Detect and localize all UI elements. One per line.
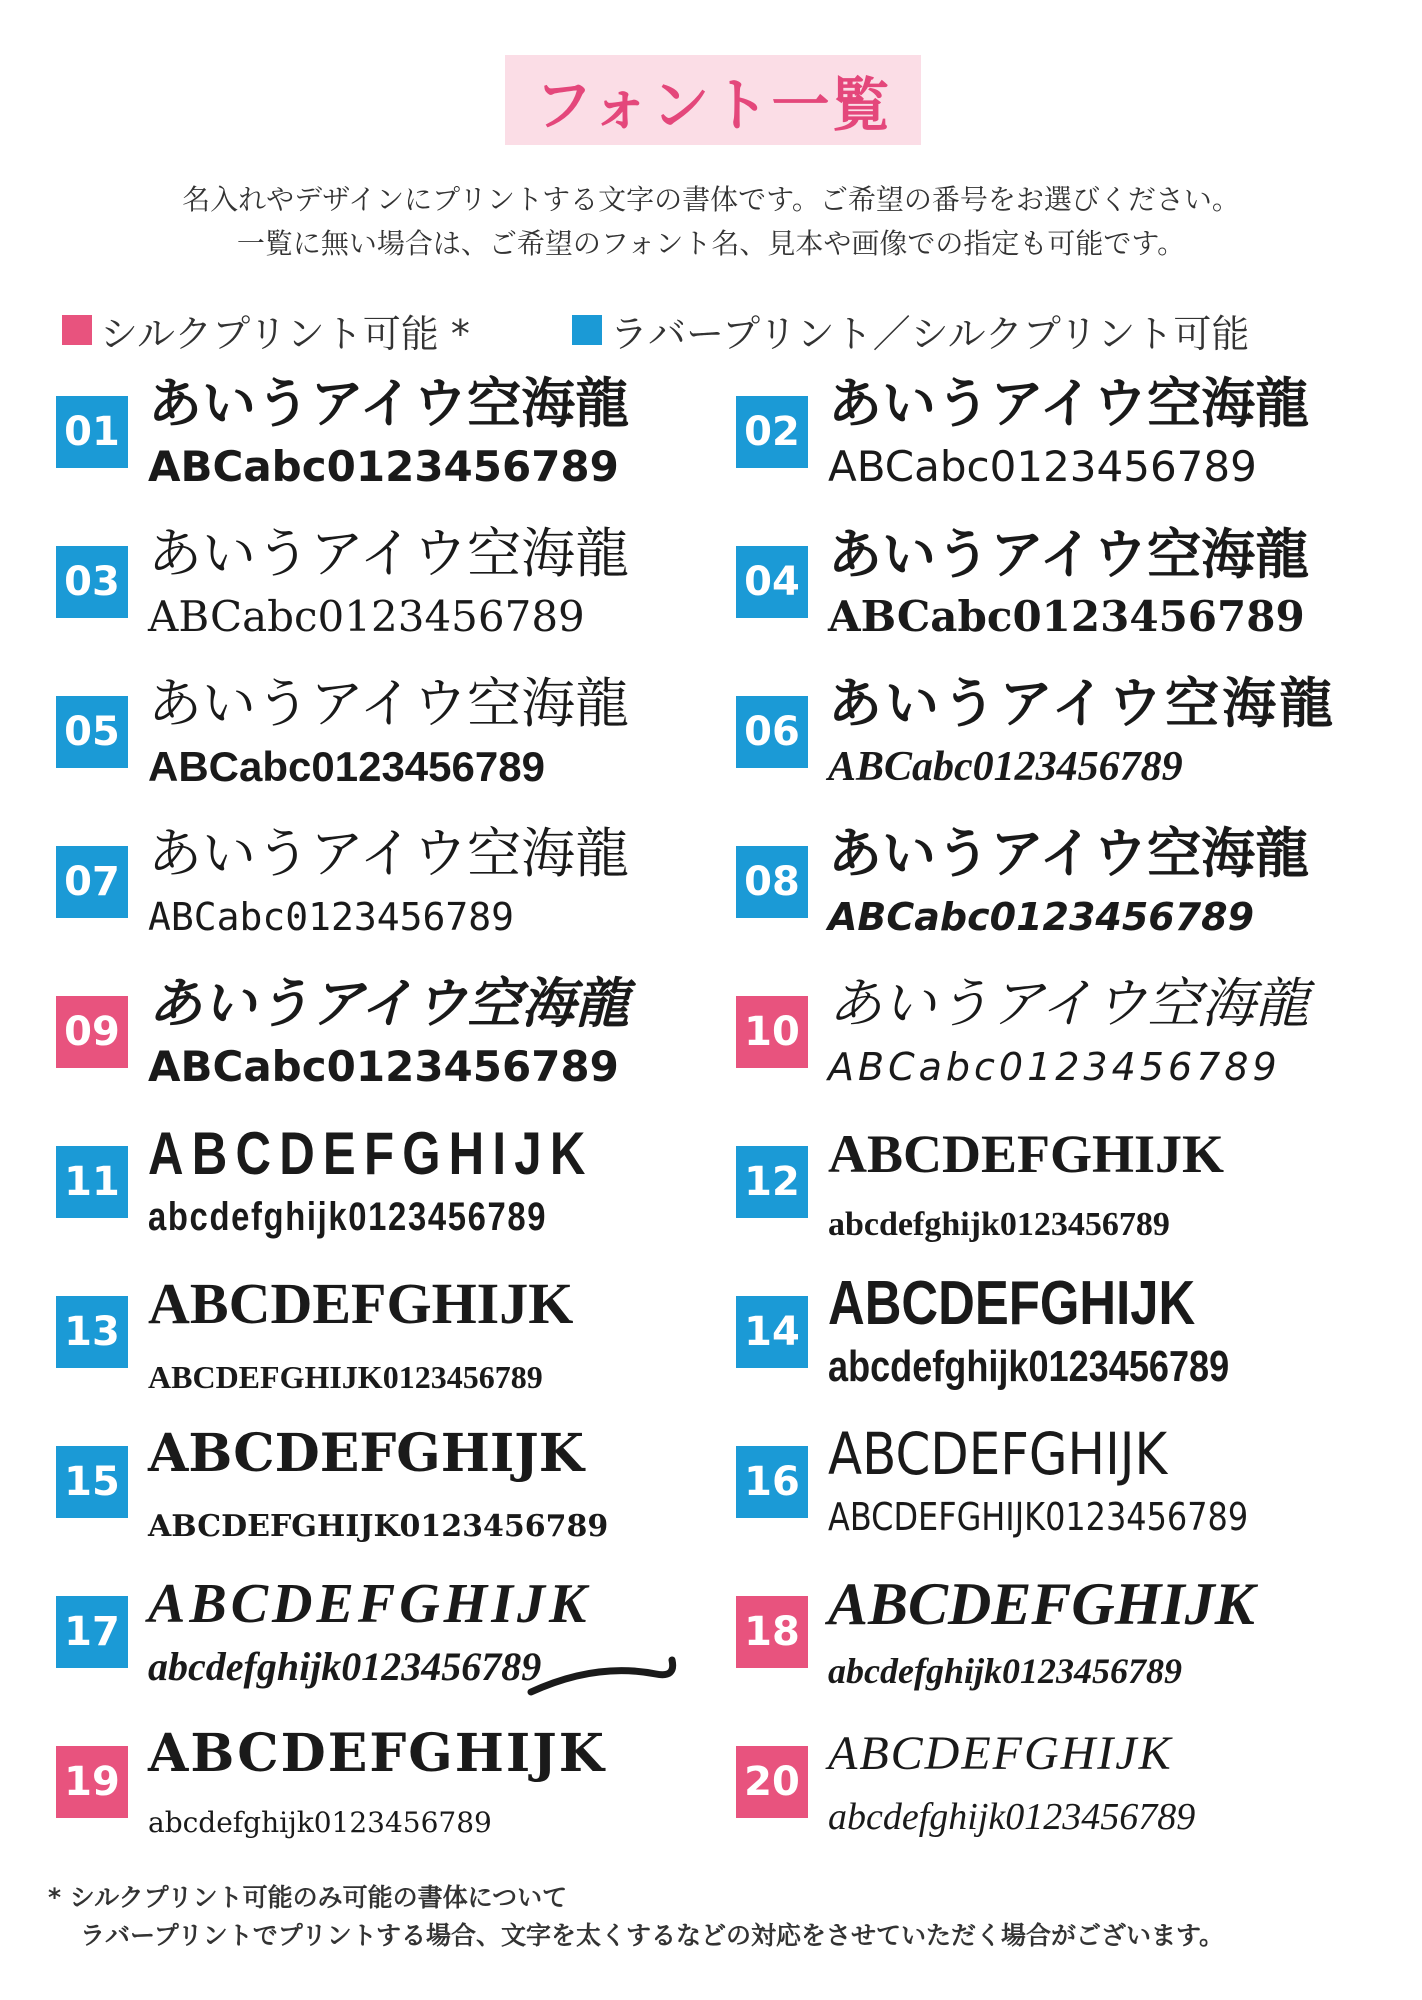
font-sample-line2: abcdefghijk0123456789 bbox=[828, 1206, 1170, 1243]
font-sample-line2: ABCDEFGHIJK0123456789 bbox=[148, 1359, 543, 1395]
font-entry-18[interactable] bbox=[736, 1572, 1376, 1712]
font-sample-line1: ABCDEFGHIJK bbox=[828, 1269, 1196, 1338]
font-sample-line1: あいうアイウ空海龍 bbox=[828, 372, 1310, 435]
font-sample-line1: あいうアイウ空海龍 bbox=[148, 972, 630, 1035]
font-sample-line1: あいうアイウ空海龍 bbox=[148, 822, 630, 885]
font-entry-01[interactable] bbox=[56, 372, 696, 512]
font-sample-line1: あいうアイウ空海龍 bbox=[148, 672, 630, 735]
font-sample-line2: ABCabc0123456789 bbox=[148, 592, 585, 641]
font-sample-line2: ABCDEFGHIJK0123456789 bbox=[148, 1509, 609, 1544]
font-sample-line1: あいうアイウ空海龍 bbox=[828, 972, 1310, 1035]
font-sample-line2: ABCabc0123456789 bbox=[828, 744, 1183, 790]
legend-silk-only bbox=[62, 300, 470, 360]
font-number-badge: 12 bbox=[736, 1146, 808, 1218]
page-title-box bbox=[505, 55, 921, 145]
font-sample-line2: ABCDEFGHIJK0123456789 bbox=[828, 1495, 1249, 1539]
font-entry-06[interactable] bbox=[736, 672, 1376, 812]
font-sample-line1: ABCDEFGHIJK bbox=[148, 1271, 574, 1336]
font-sample-line1: あいうアイウ空海龍 bbox=[148, 372, 630, 435]
font-sample-line2: ABCabc0123456789 bbox=[148, 743, 545, 790]
font-sample-line2: ABCabc0123456789 bbox=[148, 442, 619, 491]
legend-silk-only-label: シルクプリント可能 * bbox=[100, 311, 470, 356]
font-number-badge: 01 bbox=[56, 396, 128, 468]
intro-line-2: 一覧に無い場合は、ご希望のフォント名、見本や画像での指定も可能です。 bbox=[236, 227, 1186, 260]
font-sample-line1: ABCDEFGHIJK bbox=[828, 1420, 1168, 1488]
font-sample-line1: ABCDEFGHIJK bbox=[828, 1571, 1255, 1637]
font-number-badge: 13 bbox=[56, 1296, 128, 1368]
swash-tail-icon bbox=[526, 1652, 686, 1712]
font-sample-line1: ABCDEFGHIJK bbox=[148, 1423, 584, 1484]
font-entry-12[interactable] bbox=[736, 1122, 1376, 1262]
font-sample-line2: ABCabc0123456789 bbox=[148, 895, 515, 939]
font-number-badge: 11 bbox=[56, 1146, 128, 1218]
font-entry-16[interactable] bbox=[736, 1422, 1376, 1562]
font-sample-line2: ABCabc0123456789 bbox=[828, 442, 1257, 491]
font-sample-line1: ABCDEFGHIJK bbox=[828, 1727, 1173, 1780]
font-number-badge: 19 bbox=[56, 1746, 128, 1818]
page-title: フォント一覧 bbox=[534, 71, 892, 139]
legend-rubber-silk bbox=[572, 300, 1249, 360]
font-sample-line1: ABCDEFGHIJK bbox=[148, 1723, 606, 1784]
font-entry-14[interactable] bbox=[736, 1269, 1376, 1412]
font-entry-02[interactable] bbox=[736, 372, 1376, 512]
font-sample-line2: ABCabc0123456789 bbox=[148, 1042, 619, 1091]
font-sample-line2: abcdefghijk0123456789 bbox=[828, 1796, 1196, 1838]
font-sample-line2: abcdefghijk0123456789 bbox=[148, 1195, 548, 1239]
font-sample-line1: あいうアイウ空海龍 bbox=[828, 522, 1310, 586]
footnote-line-2: ラバープリントでプリントする場合、文字を太くするなどの対応をさせていただく場合がございます。 bbox=[80, 1921, 1225, 1950]
font-number-badge: 14 bbox=[736, 1296, 808, 1368]
font-sample-line2: ABCabc0123456789 bbox=[828, 1045, 1281, 1089]
font-sample-line2: abcdefghijk0123456789 bbox=[828, 1651, 1182, 1691]
font-sample-line1: あいうアイウ空海龍 bbox=[828, 822, 1310, 885]
font-number-badge: 17 bbox=[56, 1596, 128, 1668]
font-entry-07[interactable] bbox=[56, 822, 696, 962]
font-sample-line1: ABCDEFGHIJK bbox=[828, 1124, 1225, 1184]
font-entry-08[interactable] bbox=[736, 822, 1376, 962]
font-entry-03[interactable] bbox=[56, 522, 696, 662]
font-entry-13[interactable] bbox=[56, 1272, 696, 1412]
font-number-badge: 08 bbox=[736, 846, 808, 918]
font-number-badge: 16 bbox=[736, 1446, 808, 1518]
font-entry-11[interactable] bbox=[56, 1122, 696, 1262]
legend-rubber-silk-label: ラバープリント／シルクプリント可能 bbox=[610, 311, 1250, 356]
font-sample-line1: ABCDEFGHIJK bbox=[148, 1573, 591, 1635]
font-sample-line2: ABCabc0123456789 bbox=[828, 895, 1255, 939]
font-entry-20[interactable] bbox=[736, 1722, 1376, 1862]
font-sample-line1: ABCDEFGHIJK bbox=[148, 1120, 594, 1187]
font-entry-10[interactable] bbox=[736, 972, 1376, 1112]
font-number-badge: 15 bbox=[56, 1446, 128, 1518]
font-entry-09[interactable] bbox=[56, 972, 696, 1112]
font-number-badge: 05 bbox=[56, 696, 128, 768]
font-number-badge: 04 bbox=[736, 546, 808, 618]
font-number-badge: 07 bbox=[56, 846, 128, 918]
legend-blue-square bbox=[572, 315, 602, 345]
font-sample-line2: abcdefghijk0123456789 bbox=[148, 1644, 542, 1689]
font-entry-04[interactable] bbox=[736, 522, 1376, 662]
font-number-badge: 10 bbox=[736, 996, 808, 1068]
font-number-badge: 09 bbox=[56, 996, 128, 1068]
font-entry-15[interactable] bbox=[56, 1422, 696, 1562]
font-entry-17[interactable] bbox=[56, 1572, 696, 1712]
font-sample-line2: abcdefghijk0123456789 bbox=[828, 1342, 1230, 1391]
font-number-badge: 20 bbox=[736, 1746, 808, 1818]
font-entry-19[interactable] bbox=[56, 1722, 696, 1862]
font-sample-line2: abcdefghijk0123456789 bbox=[148, 1806, 492, 1839]
font-number-badge: 03 bbox=[56, 546, 128, 618]
font-entry-05[interactable] bbox=[56, 672, 696, 812]
font-sample-line1: あいうアイウ空海龍 bbox=[148, 522, 630, 585]
font-number-badge: 02 bbox=[736, 396, 808, 468]
font-number-badge: 18 bbox=[736, 1596, 808, 1668]
font-sample-line1: あいうアイウ空海龍 bbox=[828, 672, 1337, 735]
font-sample-line2: ABCabc0123456789 bbox=[828, 592, 1305, 641]
font-number-badge: 06 bbox=[736, 696, 808, 768]
intro-line-1: 名入れやデザインにプリントする文字の書体です。ご希望の番号をお選びください。 bbox=[182, 183, 1240, 216]
footnote-line-1: * シルクプリント可能のみ可能の書体について bbox=[48, 1883, 568, 1912]
legend-pink-square bbox=[62, 315, 92, 345]
